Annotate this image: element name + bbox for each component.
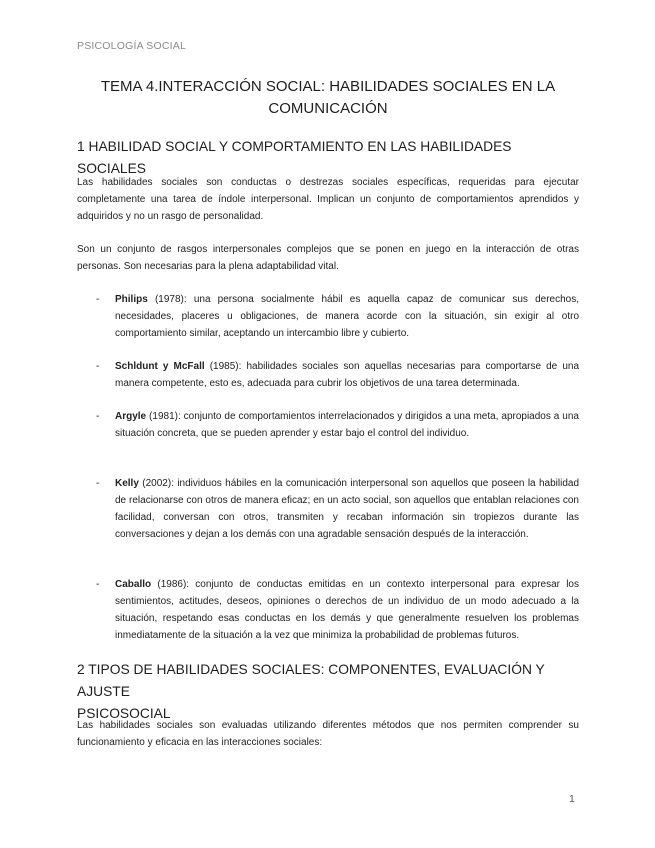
section-2-heading-line-2: PSICOSOCIAL: [77, 706, 171, 721]
definition-item-schldunt-mcfall: [96, 358, 579, 392]
title-line-2: COMUNICACIÓN: [268, 100, 388, 117]
title-line-1: TEMA 4.INTERACCIÓN SOCIAL: HABILIDADES SOCIALES EN LA: [100, 78, 556, 95]
definition-text: : conjunto de conductas emitidas en un contexto interpersonal para expresar los sentimientos, actitudes, deseos, opiniones o derechos de un individuo de un modo adecuado a la situación, respetando esas conductas en los demás y que generalmente resuelven los problemas inmediatamente de la situación a la vez que minimiza la probabilidad de problemas futuros.: [115, 579, 579, 641]
definition-text: : conjunto de comportamientos interrelacionados y dirigidos a una meta, apropiados a una situación concreta, que se pueden aprender y estar bajo el control del individuo.: [115, 411, 579, 439]
page-number: 1: [569, 793, 575, 805]
section-1-heading: 1 HABILIDAD SOCIAL Y COMPORTAMIENTO EN LAS HABILIDADES SOCIALES: [77, 139, 512, 176]
definition-year: (2002): [138, 478, 172, 489]
definition-author: Kelly: [115, 478, 139, 489]
bullet-dash: -: [96, 361, 100, 372]
running-header: PSICOLOGÍA SOCIAL: [77, 40, 187, 52]
definition-year: (1986): [151, 579, 187, 590]
definition-item-argyle: [96, 408, 579, 442]
definition-text: : habilidades sociales son aquellas necesarias para comportarse de una manera competente, esto es, adecuada para cubrir los objetivos de una tarea determinada.: [115, 361, 580, 389]
definition-author: Caballo: [115, 579, 152, 590]
section-2-heading-line-1: 2 TIPOS DE HABILIDADES SOCIALES: COMPONENTES, EVALUACIÓN Y AJUSTE: [77, 662, 545, 699]
section-1-paragraph-1: Las habilidades sociales son conductas o destrezas sociales específicas, requeridas para ejecutar completamente una tarea de índole interpersonal. Implican un conjunto de comportamientos aprendidos y adquiridos y no un rasgo de personalidad.: [77, 177, 579, 222]
definition-year: (1985): [204, 361, 239, 372]
definition-item-caballo: [96, 576, 579, 644]
bullet-dash: -: [96, 411, 100, 422]
definition-author: Philips: [115, 294, 148, 305]
definition-author: Schldunt y McFall: [115, 361, 205, 372]
section-1-paragraph-2: Son un conjunto de rasgos interpersonales complejos que se ponen en juego en la interacción de otras personas. Son necesarias para la plena adaptabilidad vital.: [77, 244, 579, 272]
definition-item-philips: [96, 291, 579, 342]
document-title: [77, 76, 579, 120]
definition-text: : una persona socialmente hábil es aquella capaz de comunicar sus derechos, necesidades, placeres u obligaciones, de manera acorde con la situación, sin exigir al otro comportamiento similar, aceptando un intercambio libre y cubierto.: [115, 294, 580, 339]
definition-item-kelly: [96, 475, 579, 543]
bullet-dash: -: [96, 294, 100, 305]
definition-text: : individuos hábiles en la comunicación interpersonal son aquellos que poseen la habilidad de relacionarse con otros de manera eficaz; en un acto social, son aquellos que entablan relaciones con facilidad, conversan con otros, transmiten y recaban información sin tropiezos durante las conversaciones y dejan a los demás con una agradable sensación después de la interacción.: [115, 478, 580, 540]
definition-author: Argyle: [115, 411, 147, 422]
definition-year: (1981): [146, 411, 178, 422]
section-2-heading: [77, 659, 579, 725]
bullet-dash: -: [96, 478, 100, 489]
bullet-dash: -: [96, 579, 100, 590]
definition-year: (1978): [147, 294, 184, 305]
section-2-paragraph-1: Las habilidades sociales son evaluadas utilizando diferentes métodos que nos permiten comprender su funcionamiento y eficacia en las interacciones sociales:: [77, 720, 579, 748]
